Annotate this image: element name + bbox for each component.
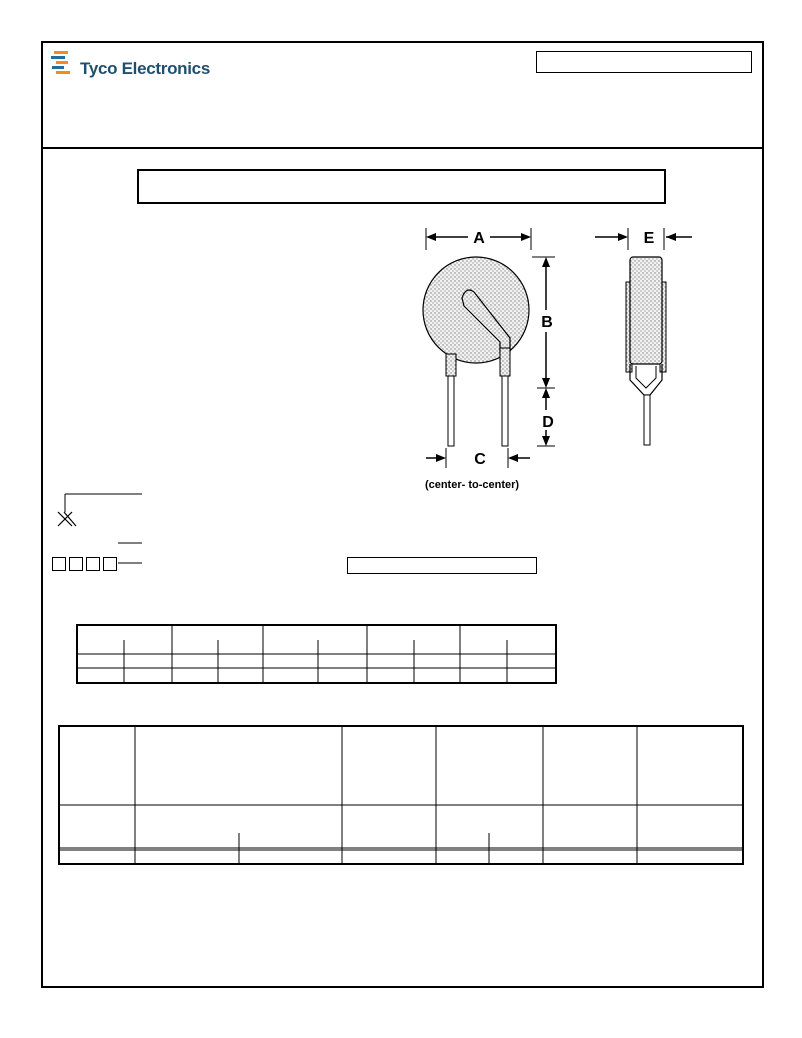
title-box bbox=[137, 169, 666, 204]
marking-box-3 bbox=[86, 557, 100, 571]
dim-label-c: C bbox=[474, 451, 486, 468]
dimension-table bbox=[76, 624, 558, 686]
part-number-box bbox=[347, 557, 537, 574]
document-number-box bbox=[536, 51, 752, 73]
dim-label-a: A bbox=[473, 230, 485, 247]
header-divider bbox=[41, 147, 762, 149]
side-view-body bbox=[630, 257, 662, 364]
marking-box-1 bbox=[52, 557, 66, 571]
dim-label-b: B bbox=[541, 314, 553, 331]
dim-label-d: D bbox=[542, 414, 554, 431]
component-drawing bbox=[410, 220, 710, 495]
center-to-center-note: (center- to-center) bbox=[424, 479, 520, 491]
brand-name: Tyco Electronics bbox=[80, 59, 210, 78]
characteristics-table bbox=[58, 725, 745, 867]
marking-box-4 bbox=[103, 557, 117, 571]
dim-label-e: E bbox=[643, 230, 655, 247]
tyco-logo-icon bbox=[50, 50, 76, 76]
marking-box-2 bbox=[69, 557, 83, 571]
